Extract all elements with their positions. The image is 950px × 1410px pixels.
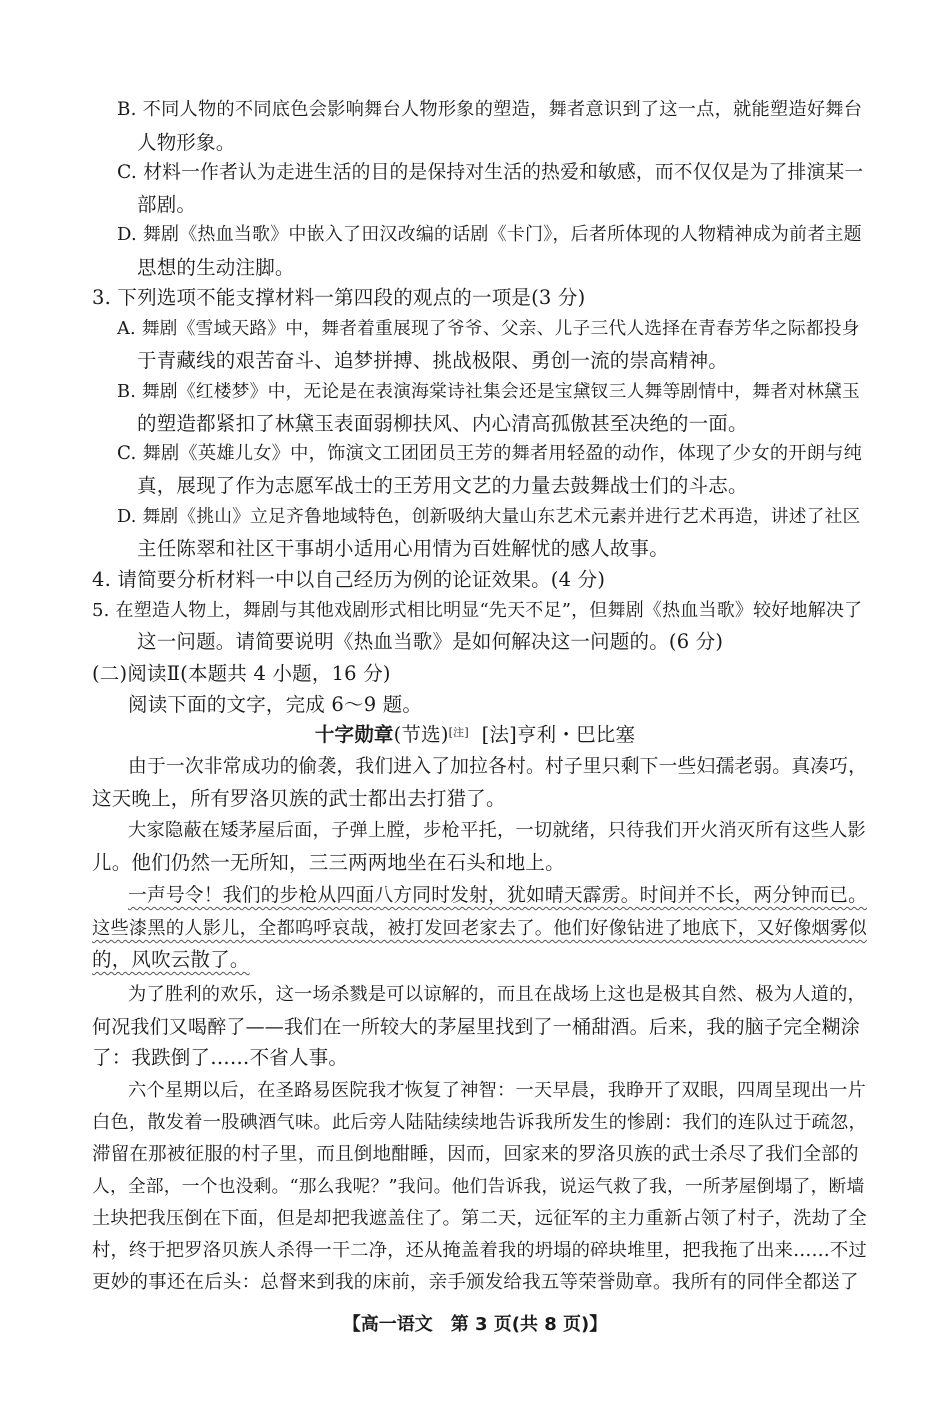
q3-option-b-line2: 的塑造都紧扣了林黛玉表面弱柳扶风、内心清高孤傲甚至决绝的一面。 <box>137 412 748 435</box>
article-line-underlined: 一声号令！我们的步枪从四面八方同时发射，犹如晴天霹雳。时间并不长，两分钟而已。 <box>128 885 868 906</box>
article-line: 人，全部，一个也没剩。“那么我呢？”我问。他们告诉我，说运气救了我，一所茅屋倒塌了，断墙 <box>92 1177 865 1197</box>
article-line: 更妙的事还在后头：总督来到我的床前，亲手颁发给我五等荣誉勋章。我所有的同伴全都送了 <box>92 1272 859 1293</box>
q4-stem: 4. 请简要分析材料一中以自己经历为例的论证效果。(4 分) <box>92 568 606 591</box>
q3-option-c-line2: 真，展现了作为志愿军战士的王芳用文艺的力量去鼓舞战士们的斗志。 <box>137 474 748 497</box>
article-line: 滞留在那被征服的村子里，而且倒地酣睡，因而，回家来的罗洛贝族的武士杀尽了我们全部的 <box>92 1144 859 1165</box>
q3-option-d-line1: D. 舞剧《挑山》立足齐鲁地域特色，创新吸纳大量山东艺术元素并进行艺术再造，讲述了社区 <box>117 507 861 527</box>
page-footer: 【高一语文 第 3 页(共 8 页)】 <box>342 1314 608 1335</box>
q3-option-a-line2: 于青藏线的艰苦奋斗、追梦拼搏、挑战极限、勇创一流的崇高精神。 <box>137 349 729 372</box>
section-instruction: 阅读下面的文字，完成 6～9 题。 <box>128 693 423 716</box>
article-line: 了：我跌倒了……不省人事。 <box>92 1046 349 1069</box>
article-line: 土块把我压倒在下面，但是却把我遮盖住了。第二天，远征军的主力重新占领了村子，洗劫了全 <box>92 1208 867 1229</box>
q3-option-b-line1: B. 舞剧《红楼梦》中，无论是在表演海棠诗社集会还是宝黛钗三人舞等剧情中，舞者对林黛玉 <box>117 382 860 402</box>
article-line: 白色，散发着一股碘酒气味。此后旁人陆陆续续地告诉我所发生的惨剧：我们的连队过于疏忽， <box>92 1112 867 1133</box>
article-line-underlined: 的，风吹云散了。 <box>92 948 250 971</box>
q2-option-d-line1: D. 舞剧《热血当歌》中嵌入了田汉改编的话剧《卡门》，后者所体现的人物精神成为前者主题 <box>117 224 862 245</box>
article-line: 儿。他们仍然一无所知，三三两两地坐在石头和地上。 <box>92 851 565 874</box>
q2-option-c-line2: 部剧。 <box>137 193 197 216</box>
article-line: 何况我们又喝醉了——我们在一所较大的茅屋里找到了一桶甜酒。后来，我的脑子完全糊涂 <box>92 1016 861 1038</box>
q2-option-b-line2: 人物形象。 <box>137 131 236 154</box>
q3-option-d-line2: 主任陈翠和社区干事胡小适用心用情为百姓解忧的感人故事。 <box>137 537 669 560</box>
q2-option-b-line1: B. 不同人物的不同底色会影响舞台人物形象的塑造，舞者意识到了这一点，就能塑造好舞台 <box>117 99 863 120</box>
article-line: 六个星期以后，在圣路易医院我才恢复了神智：一天早晨，我睁开了双眼，四周呈现出一片 <box>128 1080 866 1101</box>
article-title-text: 十字勋章 <box>314 723 394 746</box>
article-line: 村，终于把罗洛贝族人杀得一干二净，还从掩盖着我的坍塌的碎块堆里，把我拖了出来……不过 <box>92 1240 867 1261</box>
q2-option-c-line1: C. 材料一作者认为走进生活的目的是保持对生活的热爱和敏感，而不仅仅是为了排演某一 <box>117 162 864 183</box>
note-mark: [注] <box>448 726 469 739</box>
q5-stem-line1: 5. 在塑造人物上，舞剧与其他戏剧形式相比明显“先天不足”，但舞剧《热血当歌》较好地解决了 <box>92 600 863 621</box>
q3-option-a-line1: A. 舞剧《雪域天路》中，舞者着重展现了爷爷、父亲、儿子三代人选择在青春芳华之际都投身 <box>117 319 860 339</box>
article-line: 为了胜利的欢乐，这一场杀戮是可以谅解的，而且在战场上这也是极其自然、极为人道的， <box>128 984 866 1005</box>
article-line: 大家隐蔽在矮茅屋后面，子弹上膛，步枪平托，一切就绪，只待我们开火消灭所有这些人影 <box>128 820 866 841</box>
section-heading: (二)阅读Ⅱ(本题共 4 小题，16 分) <box>92 662 391 685</box>
article-subtitle: (节选) <box>393 723 449 746</box>
article-line: 这天晚上，所有罗洛贝族的武士都出去打猎了。 <box>92 787 506 810</box>
article-author: [法]亨利・巴比塞 <box>481 723 636 746</box>
article-line: 由于一次非常成功的偷袭，我们进入了加拉各村。村子里只剩下一些妇孺老弱。真凑巧， <box>128 756 868 777</box>
q2-option-d-line2: 思想的生动注脚。 <box>137 256 295 279</box>
q3-option-c-line1: C. 舞剧《英雄儿女》中，饰演文工团团员王芳的舞者用轻盈的动作，体现了少女的开朗与纯 <box>117 443 863 464</box>
q3-stem: 3. 下列选项不能支撑材料一第四段的观点的一项是(3 分) <box>92 286 586 309</box>
q5-stem-line2: 这一问题。请简要说明《热血当歌》是如何解决这一问题的。(6 分) <box>137 630 724 653</box>
article-line-underlined: 这些漆黑的人影儿，全都呜呼哀哉，被打发回老家去了。他们好像钻进了地底下，又好像烟雾似 <box>92 918 867 939</box>
article-title <box>0 722 950 748</box>
